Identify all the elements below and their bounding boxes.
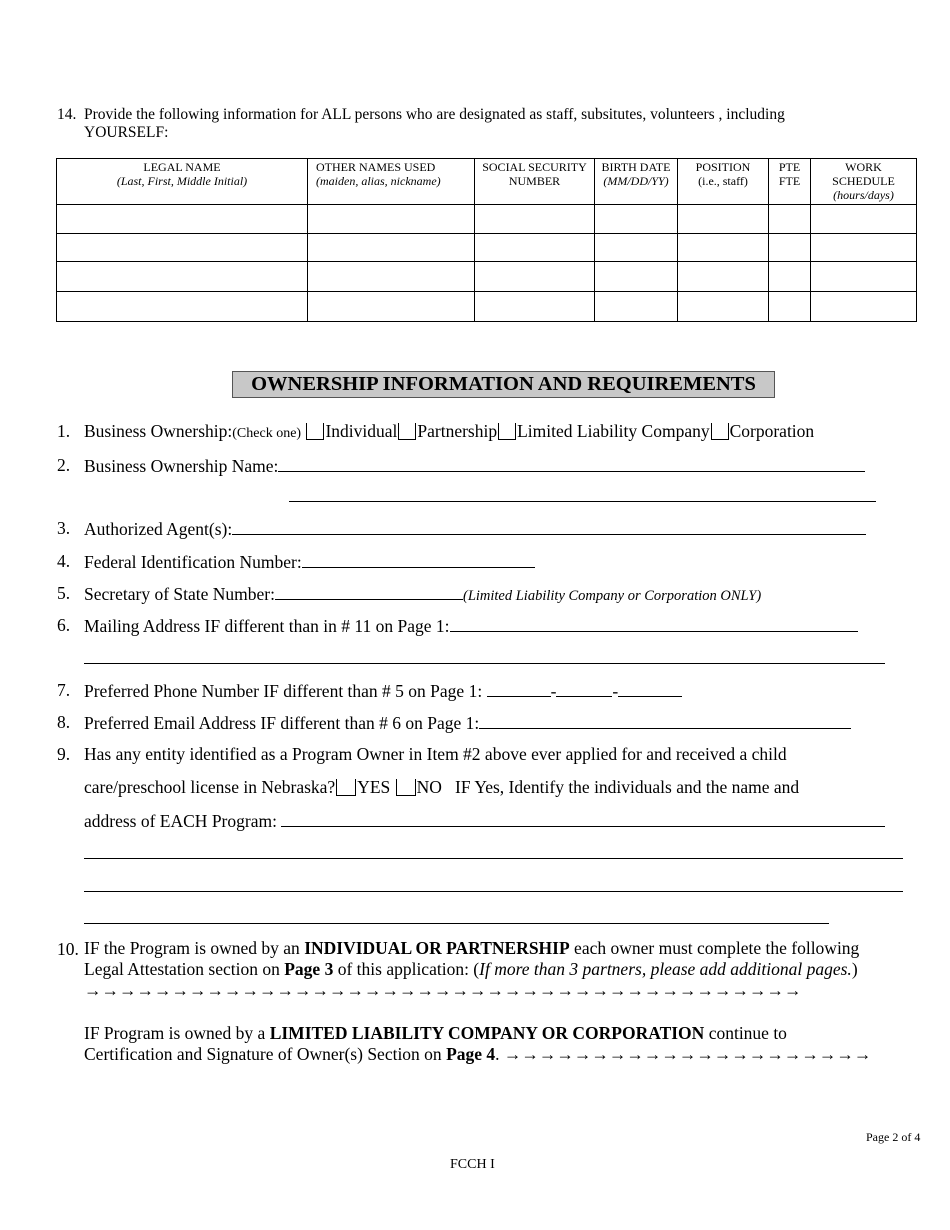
table-cell[interactable]: [769, 292, 811, 322]
text: IF Program is owned by a: [84, 1023, 270, 1043]
checkbox-corporation[interactable]: [711, 423, 729, 440]
item-label: Preferred Email Address IF different than # 6 on Page 1:: [84, 713, 480, 733]
table-cell[interactable]: [475, 205, 595, 234]
prior-license-question-line1: Has any entity identified as a Program Owner in Item #2 above ever applied for and received a child: [84, 744, 787, 764]
program-address-field-line4[interactable]: [84, 923, 829, 924]
table-cell[interactable]: [308, 292, 475, 322]
table-cell[interactable]: [595, 292, 678, 322]
table-cell[interactable]: [57, 205, 308, 234]
item-label: Business Ownership:: [84, 421, 233, 441]
table-cell[interactable]: [57, 292, 308, 322]
table-row: [57, 234, 917, 262]
text: each owner must complete the following: [569, 938, 860, 958]
mailing-address-field-line2[interactable]: [84, 663, 885, 664]
checkbox-partnership[interactable]: [398, 423, 416, 440]
program-address-field-line3[interactable]: [84, 891, 903, 892]
col-work-schedule: WORK SCHEDULE (hours/days): [811, 159, 917, 205]
table-cell[interactable]: [475, 292, 595, 322]
text: ): [851, 959, 858, 979]
col-ssn: SOCIAL SECURITY NUMBER: [475, 159, 595, 205]
col-position: POSITION (i.e., staff): [678, 159, 769, 205]
program-address-field-line2[interactable]: [84, 858, 903, 859]
bold-text: Page 3: [284, 959, 334, 979]
question-text-line1: Provide the following information for ALL persons who are designated as staff, subsitutes, volunteers , including: [84, 106, 785, 123]
email-field[interactable]: [479, 711, 851, 729]
table-cell[interactable]: [769, 262, 811, 292]
col-birth-date: BIRTH DATE (MM/DD/YY): [595, 159, 678, 205]
table-cell[interactable]: [769, 205, 811, 234]
bold-text: Page 4: [446, 1044, 496, 1064]
item-number: 1.: [57, 421, 71, 441]
italic-text: If more than 3 partners, please add additional pages.: [479, 959, 852, 979]
col-other-names: OTHER NAMES USED (maiden, alias, nickname): [308, 159, 475, 205]
option-label: Partnership: [417, 421, 498, 441]
item-number: 2.: [57, 455, 71, 475]
ownership-name-field[interactable]: [278, 454, 865, 472]
option-label: Individual: [325, 421, 398, 441]
table-cell[interactable]: [308, 205, 475, 234]
question-text-line2: YOURSELF:: [84, 124, 169, 141]
text: Legal Attestation section on: [84, 959, 285, 979]
table-cell[interactable]: [811, 292, 917, 322]
checkbox-individual[interactable]: [306, 423, 324, 440]
item-prior-license-line3: [84, 809, 885, 832]
item-number: 4.: [57, 551, 71, 571]
table-cell[interactable]: [308, 234, 475, 262]
table-cell[interactable]: [57, 234, 308, 262]
page-number: Page 2 of 4: [866, 1130, 921, 1144]
text: IF the Program is owned by an: [84, 938, 305, 958]
item-label: Mailing Address IF different than in # 11 on Page 1:: [84, 616, 450, 636]
item-number: 3.: [57, 518, 71, 538]
check-one-note: (Check one): [232, 426, 302, 441]
staff-table-header: [57, 159, 917, 205]
table-cell[interactable]: [678, 234, 769, 262]
staff-table: [56, 158, 917, 322]
yes-label: YES: [357, 777, 391, 797]
mailing-address-field[interactable]: [450, 614, 858, 632]
table-cell[interactable]: [811, 262, 917, 292]
table-cell[interactable]: [678, 292, 769, 322]
individual-partnership-paragraph: [84, 938, 924, 1001]
phone-area-code-field[interactable]: [487, 679, 551, 697]
option-label: Limited Liability Company: [517, 421, 710, 441]
table-cell[interactable]: [769, 234, 811, 262]
checkbox-llc[interactable]: [498, 423, 516, 440]
arrow-row: →→→→→→→→→→→→→→→→→→→→→: [503, 1044, 872, 1064]
table-cell[interactable]: [678, 205, 769, 234]
no-label: NO: [416, 777, 442, 797]
bold-text: LIMITED LIABILITY COMPANY OR CORPORATION: [269, 1023, 705, 1043]
table-cell[interactable]: [475, 234, 595, 262]
llc-corporation-note: (Limited Liability Company or Corporation ONLY): [462, 588, 762, 604]
checkbox-yes[interactable]: [336, 779, 356, 796]
table-cell[interactable]: [595, 205, 678, 234]
table-cell[interactable]: [475, 262, 595, 292]
table-cell[interactable]: [811, 234, 917, 262]
text: .: [495, 1044, 504, 1064]
llc-corporation-paragraph: [84, 1023, 924, 1065]
option-label: Corporation: [729, 421, 815, 441]
text: continue to: [704, 1023, 787, 1043]
item-label: Business Ownership Name:: [84, 456, 279, 476]
table-cell[interactable]: [308, 262, 475, 292]
col-legal-name: LEGAL NAME (Last, First, Middle Initial): [57, 159, 308, 205]
if-yes-instructions: IF Yes, Identify the individuals and the name and: [455, 777, 800, 797]
table-cell[interactable]: [595, 262, 678, 292]
item-number: 6.: [57, 615, 71, 635]
table-cell[interactable]: [811, 205, 917, 234]
ownership-name-field-line2[interactable]: [289, 501, 876, 502]
col-pte-fte: PTE FTE: [769, 159, 811, 205]
table-row: [57, 205, 917, 234]
phone-line-field[interactable]: [618, 679, 682, 697]
section-heading: OWNERSHIP INFORMATION AND REQUIREMENTS: [232, 371, 775, 398]
bold-text: INDIVIDUAL OR PARTNERSHIP: [304, 938, 570, 958]
item-prior-license-line2: [84, 776, 799, 798]
authorized-agent-field[interactable]: [232, 517, 866, 535]
table-row: [57, 292, 917, 322]
item-label: Secretary of State Number:: [84, 584, 275, 604]
table-cell[interactable]: [57, 262, 308, 292]
question-14: [57, 106, 877, 142]
program-address-field[interactable]: [281, 809, 885, 827]
item-number: 10.: [57, 939, 79, 959]
federal-id-field[interactable]: [302, 550, 535, 568]
table-row: [57, 262, 917, 292]
checkbox-no[interactable]: [396, 779, 416, 796]
prior-license-question-line2: care/preschool license in Nebraska?: [84, 777, 336, 797]
item-number: 5.: [57, 583, 71, 603]
item-number: 9.: [57, 744, 71, 764]
item-number: 8.: [57, 712, 71, 732]
table-cell[interactable]: [678, 262, 769, 292]
text: of this application: (: [333, 959, 480, 979]
item-label: Authorized Agent(s):: [84, 519, 233, 539]
item-label: Federal Identification Number:: [84, 552, 302, 572]
secretary-of-state-field[interactable]: [275, 582, 463, 600]
phone-prefix-field[interactable]: [556, 679, 612, 697]
item-number: 7.: [57, 680, 71, 700]
form-code: FCCH I: [450, 1157, 495, 1172]
text: Certification and Signature of Owner(s) Section on: [84, 1044, 447, 1064]
program-address-label: address of EACH Program:: [84, 811, 277, 831]
table-cell[interactable]: [595, 234, 678, 262]
arrow-row: →→→→→→→→→→→→→→→→→→→→→→→→→→→→→→→→→→→→→→→→→: [84, 980, 802, 1000]
item-label: Preferred Phone Number IF different than # 5 on Page 1:: [84, 681, 483, 701]
question-number: 14.: [57, 106, 77, 123]
